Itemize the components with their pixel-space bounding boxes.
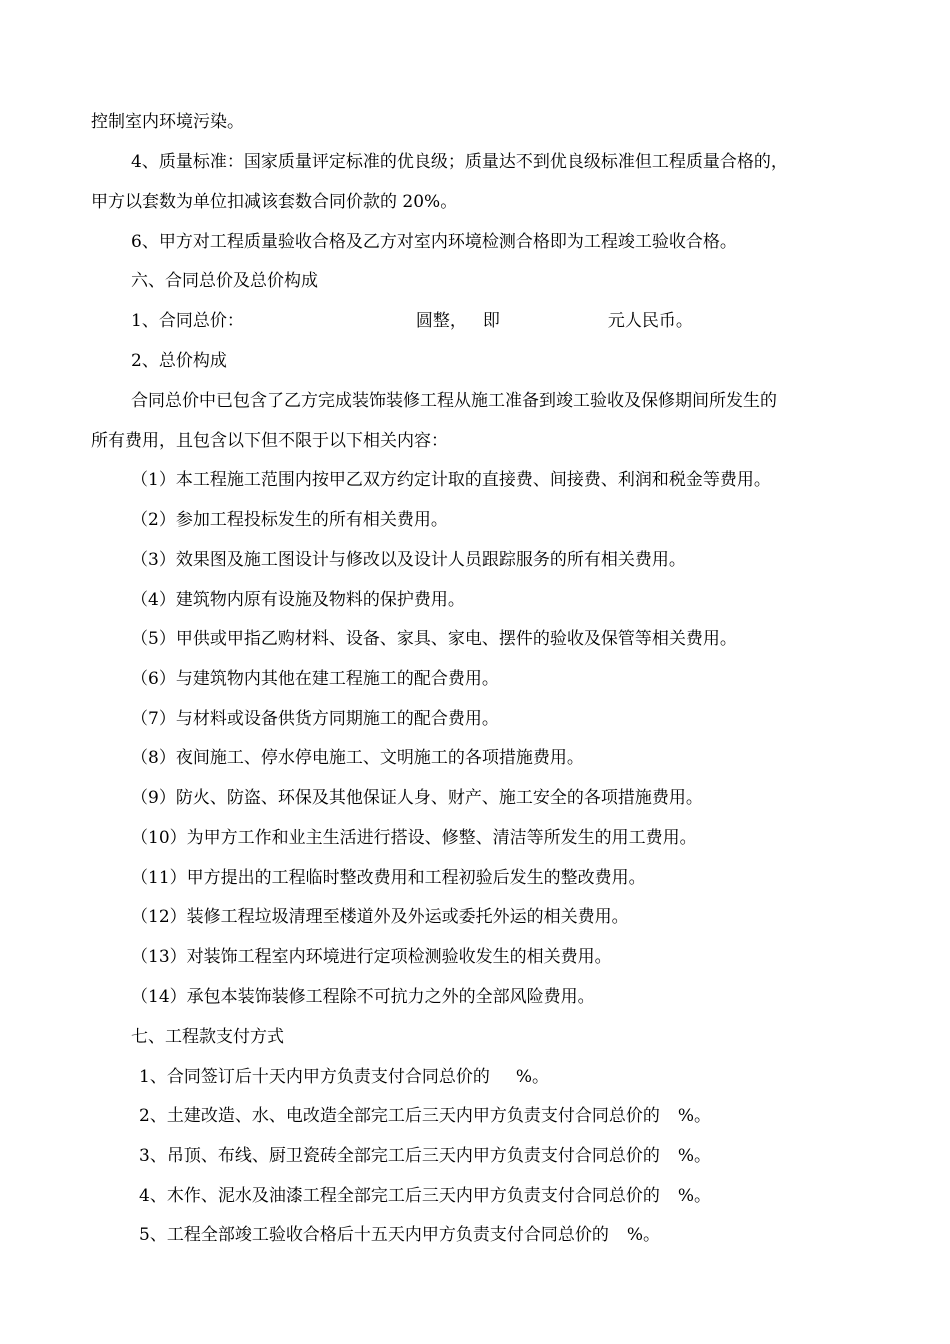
list-item: （6）与建筑物内其他在建工程施工的配合费用。 <box>131 669 499 689</box>
payment-item <box>139 1224 660 1246</box>
subsection-heading: 2、总价构成 <box>131 351 227 371</box>
list-item: （7）与材料或设备供货方同期施工的配合费用。 <box>131 709 499 729</box>
contract-price-label: 1、合同总价： <box>131 311 244 331</box>
list-item: （12）装修工程垃圾清理至楼道外及外运或委托外运的相关费用。 <box>131 907 629 927</box>
payment-text: 2、土建改造、水、电改造全部完工后三天内甲方负责支付合同总价的 <box>139 1106 660 1126</box>
payment-percent: %。 <box>515 1067 549 1087</box>
payment-percent: %。 <box>677 1146 711 1166</box>
list-item: （2）参加工程投标发生的所有相关费用。 <box>131 510 448 530</box>
list-item: （14）承包本装饰装修工程除不可抗力之外的全部风险费用。 <box>131 987 595 1007</box>
payment-percent: %。 <box>677 1106 711 1126</box>
payment-item <box>139 1066 549 1088</box>
contract-price-unit: 圆整， <box>415 311 467 331</box>
acceptance-line: 6、甲方对工程质量验收合格及乙方对室内环境检测合格即为工程竣工验收合格。 <box>131 232 737 252</box>
payment-percent: %。 <box>626 1225 660 1245</box>
list-item: （11）甲方提出的工程临时整改费用和工程初验后发生的整改费用。 <box>131 868 646 888</box>
paragraph-line: 甲方以套数为单位扣减该套数合同价款的 20%。 <box>91 192 458 212</box>
list-item: （5）甲供或甲指乙购材料、设备、家具、家电、摆件的验收及保管等相关费用。 <box>131 629 737 649</box>
list-item: （13）对装饰工程室内环境进行定项检测验收发生的相关费用。 <box>131 947 612 967</box>
payment-text: 3、吊顶、布线、厨卫瓷砖全部完工后三天内甲方负责支付合同总价的 <box>139 1146 660 1166</box>
payment-percent: %。 <box>677 1186 711 1206</box>
list-item: （10）为甲方工作和业主生活进行搭设、修整、清洁等所发生的用工费用。 <box>131 828 697 848</box>
payment-text: 5、工程全部竣工验收合格后十五天内甲方负责支付合同总价的 <box>139 1225 609 1245</box>
contract-price-equivalent: 即 <box>482 311 500 331</box>
list-item: （3）效果图及施工图设计与修改以及设计人员跟踪服务的所有相关费用。 <box>131 550 686 570</box>
paragraph-line: 控制室内环境污染。 <box>91 112 244 132</box>
payment-item <box>139 1185 711 1207</box>
list-item: （1）本工程施工范围内按甲乙双方约定计取的直接费、间接费、利润和税金等费用。 <box>131 470 771 490</box>
payment-text: 4、木作、泥水及油漆工程全部完工后三天内甲方负责支付合同总价的 <box>139 1186 660 1206</box>
section-heading-7: 七、工程款支付方式 <box>131 1027 284 1047</box>
payment-text: 1、合同签订后十天内甲方负责支付合同总价的 <box>139 1067 490 1087</box>
contract-price-line <box>131 310 693 332</box>
paragraph-line: 所有费用，且包含以下但不限于以下相关内容： <box>91 431 448 451</box>
list-item: （8）夜间施工、停水停电施工、文明施工的各项措施费用。 <box>131 748 584 768</box>
quality-standard-line: 4、质量标准：国家质量评定标准的优良级；质量达不到优良级标准但工程质量合格的， <box>131 152 788 172</box>
paragraph-line: 合同总价中已包含了乙方完成装饰装修工程从施工准备到竣工验收及保修期间所发生的 <box>131 391 777 411</box>
payment-item <box>139 1105 711 1127</box>
section-heading-6: 六、合同总价及总价构成 <box>131 271 318 291</box>
contract-price-currency: 元人民币。 <box>607 311 693 331</box>
list-item: （4）建筑物内原有设施及物料的保护费用。 <box>131 590 465 610</box>
list-item: （9）防火、防盗、环保及其他保证人身、财产、施工安全的各项措施费用。 <box>131 788 703 808</box>
payment-item <box>139 1145 711 1167</box>
